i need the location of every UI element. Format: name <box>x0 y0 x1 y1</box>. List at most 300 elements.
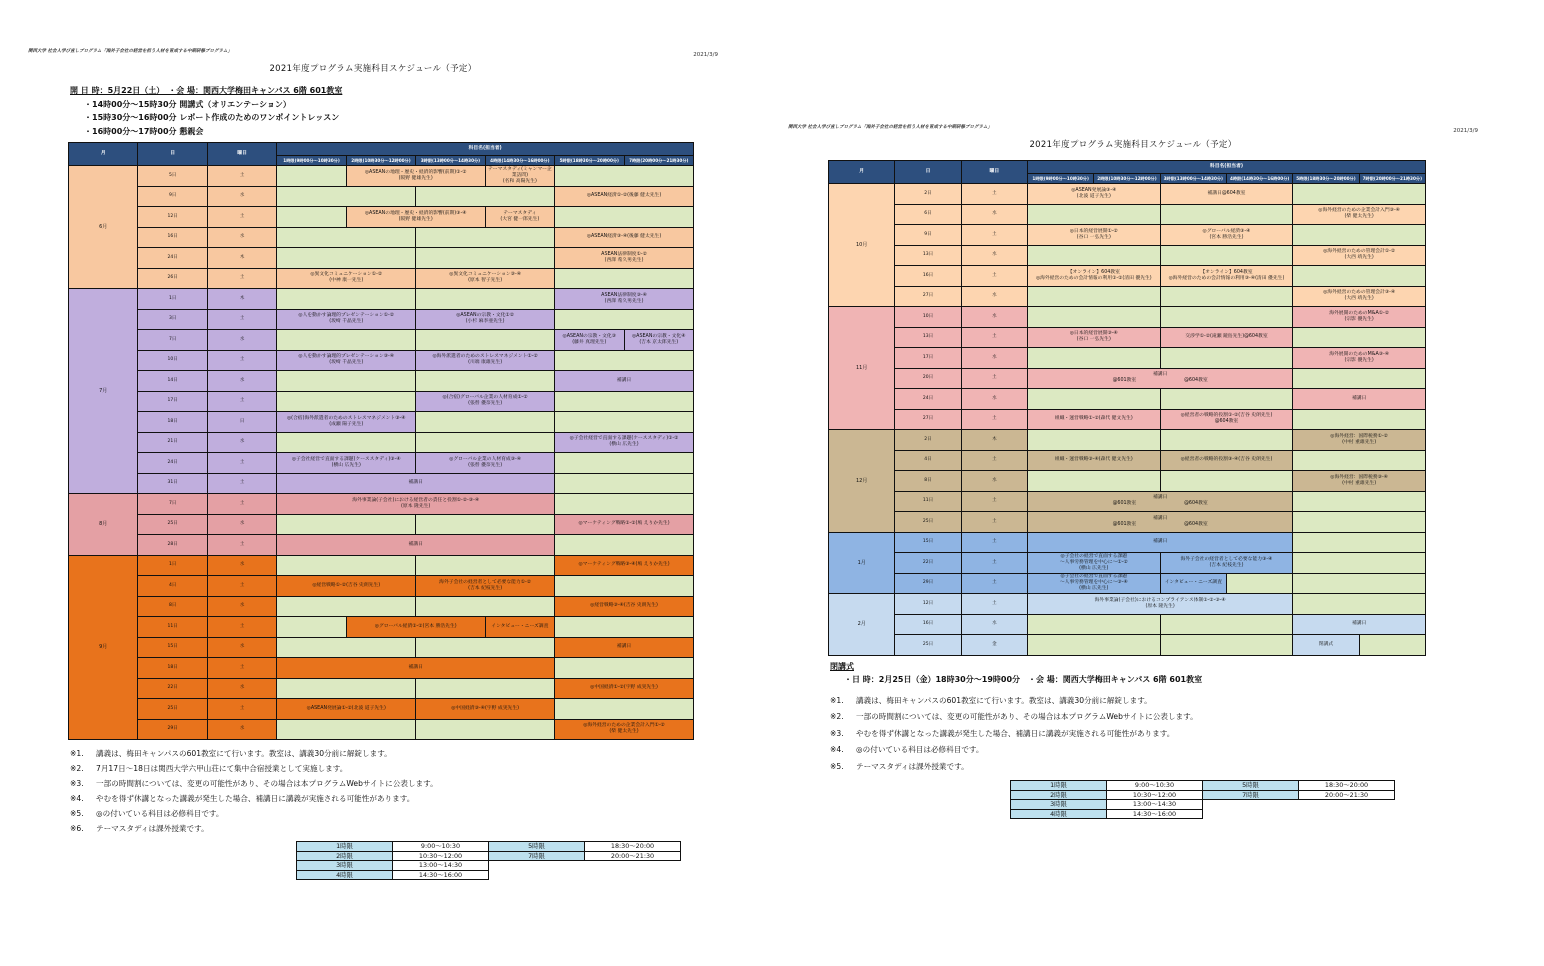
empty-cell <box>555 494 694 515</box>
header-period: 2時限(10時30分～12時00分) <box>346 156 415 166</box>
day-cell: 9日 <box>138 186 207 207</box>
weekday-cell: 土 <box>207 453 276 474</box>
class-cell: ◎マーケティング戦略③-④(鳩 えりか先生) <box>555 555 694 576</box>
weekday-cell: 木 <box>207 289 276 310</box>
note-item <box>830 726 1478 743</box>
empty-cell <box>1027 635 1160 656</box>
schedule-table-1 <box>68 142 694 740</box>
class-cell: 閉講式 <box>1293 635 1359 656</box>
note-key: ※5. <box>830 761 844 771</box>
class-cell: 海外事業論(子会社)における経営者の責任と役割①-②-③-④ (原本 隆先生) <box>277 494 555 515</box>
weekday-cell: 日 <box>207 412 276 433</box>
period-cell: 13:00～14:30 <box>393 861 489 871</box>
table-row <box>829 450 1426 471</box>
note-key: ※4. <box>830 745 844 754</box>
day-cell: 13日 <box>895 327 961 348</box>
class-cell: ◎海外経営のための管理会計③-④ (大西 靖先生) <box>1293 286 1426 307</box>
table-row <box>69 576 694 597</box>
day-cell: 22日 <box>138 678 207 699</box>
class-cell: ◎人を動かす論理的プレゼンテーション①-② (坂崎 千晶先生) <box>277 309 416 330</box>
day-cell: 14日 <box>138 371 207 392</box>
note-key: ※6. <box>70 824 84 833</box>
day-cell: 10日 <box>138 350 207 371</box>
weekday-cell: 土 <box>207 166 276 187</box>
month-cell: 7月 <box>69 289 138 494</box>
class-cell: ◎ASEANの宗教・文化③ (藤井 真理先生) <box>555 330 624 351</box>
empty-cell <box>1160 471 1293 492</box>
weekday-cell: 土 <box>207 309 276 330</box>
note-key: ※1. <box>70 749 84 758</box>
empty-cell <box>1027 204 1160 225</box>
table-row <box>829 553 1426 574</box>
day-cell: 26日 <box>138 268 207 289</box>
class-cell: ◎ASEAN経済①-②(後藤 健太先生) <box>555 186 694 207</box>
empty-cell <box>277 555 416 576</box>
closing-info <box>830 660 1478 687</box>
class-cell: 補講日 @601教室 @604教室 <box>1027 368 1292 389</box>
day-cell: 17日 <box>895 348 961 369</box>
header-subjects: 科目名(担当者) <box>277 143 694 156</box>
weekday-cell: 土 <box>961 266 1027 287</box>
note-text: ◎の付いている科目は必修科目です。 <box>96 809 224 818</box>
empty-cell <box>1293 184 1426 205</box>
day-cell: 12日 <box>138 207 207 228</box>
empty-cell <box>555 576 694 597</box>
empty-cell <box>277 596 416 617</box>
class-cell: インタビュー・ニーズ調査 <box>1160 573 1226 594</box>
empty-cell <box>555 391 694 412</box>
day-cell: 1日 <box>138 555 207 576</box>
empty-cell <box>555 699 694 720</box>
table-row <box>829 327 1426 348</box>
header-period: 4時限(14時30分～16時00分) <box>485 156 554 166</box>
class-cell: ◎(合宿)グローバル企業の人材育成①-② (張替 優奈先生) <box>416 391 555 412</box>
weekday-cell: 水 <box>207 227 276 248</box>
class-cell: ◎ASEANの宗教・文化①② (小杉 麻李亜先生) <box>416 309 555 330</box>
class-cell: ◎日本的経営展開③-④ (谷口 一弘先生) <box>1027 327 1160 348</box>
notes-list <box>70 746 718 836</box>
header-period: 1時限(9時00分～10時30分) <box>1027 174 1093 184</box>
weekday-cell: 土 <box>961 225 1027 246</box>
empty-cell <box>277 166 346 187</box>
weekday-cell: 土 <box>207 350 276 371</box>
class-cell: ◎異文化コミュニケーション③-④ (原本 智子先生) <box>416 268 555 289</box>
empty-cell <box>1160 204 1293 225</box>
table-row <box>69 555 694 576</box>
class-cell: ◎ASEANの地理・歴史・経済的影響(前期)③-④ (阪野 健雄先生) <box>346 207 485 228</box>
schedule-page-2 <box>788 124 1478 824</box>
empty-cell <box>555 309 694 330</box>
class-cell: 組織・運営戦略③-④(森代 健文先生) <box>1027 450 1160 471</box>
empty-cell <box>1027 614 1160 635</box>
month-cell: 12月 <box>829 430 895 533</box>
empty-cell <box>416 637 555 658</box>
day-cell: 22日 <box>895 553 961 574</box>
class-cell: ◎子会社の経営で直面する課題 ～人事労務管理を中心に～①-② (横山 広先生) <box>1027 553 1160 574</box>
weekday-cell: 水 <box>961 348 1027 369</box>
day-cell: 28日 <box>138 535 207 556</box>
note-item <box>70 761 718 776</box>
class-cell: ◎経営者の戦略的役割③-④(吉谷 史朗先生) <box>1160 450 1293 471</box>
day-cell: 4日 <box>895 450 961 471</box>
day-cell: 18日 <box>138 658 207 679</box>
day-cell: 9日 <box>895 225 961 246</box>
weekday-cell: 水 <box>207 596 276 617</box>
period-cell: 14:30～16:00 <box>1107 809 1203 819</box>
day-cell: 12日 <box>895 594 961 615</box>
page-title: 2021年度プログラム実施科目スケジュール（予定） <box>1029 140 1237 150</box>
weekday-cell: 土 <box>207 207 276 228</box>
period-cell: 9:00～10:30 <box>393 842 489 852</box>
empty-cell <box>555 617 694 638</box>
empty-cell <box>555 350 694 371</box>
class-cell: ◎グローバル経済①-②(宮本 勝浩先生) <box>346 617 485 638</box>
day-cell: 24日 <box>138 248 207 269</box>
table-row <box>829 471 1426 492</box>
opening-item: ・14時00分～15時30分 開講式（オリエンテーション） <box>84 99 291 109</box>
class-cell: 補講日 <box>277 535 555 556</box>
table-row <box>69 350 694 371</box>
class-cell: 補講日 <box>277 473 555 494</box>
weekday-cell: 土 <box>961 594 1027 615</box>
day-cell: 18日 <box>138 412 207 433</box>
period-cell: 4時限 <box>297 870 393 880</box>
table-row <box>829 430 1426 451</box>
table-row <box>69 166 694 187</box>
empty-cell <box>277 719 416 740</box>
empty-cell <box>1293 409 1426 430</box>
program-note: 関西大学 社会人学び直しプログラム「海外子会社の経営を担う人材を育成する中期研修プログラム」 <box>788 125 992 130</box>
note-item <box>830 693 1478 710</box>
class-cell: 補講日 <box>1293 389 1426 410</box>
closing-line: ・日 時：2月25日（金）18時30分～19時00分 ・会 場：関西大学梅田キャンパス 6階 601教室 <box>844 675 1203 684</box>
table-row <box>829 348 1426 369</box>
class-cell: ◎海外経営のための企業会計入門①-② (柴 健太先生) <box>555 719 694 740</box>
weekday-cell: 土 <box>961 368 1027 389</box>
class-cell: 補講日@604教室 <box>1160 184 1293 205</box>
weekday-cell: 土 <box>207 535 276 556</box>
weekday-cell: 土 <box>961 409 1027 430</box>
empty-cell <box>1027 245 1160 266</box>
class-cell: 海外子会社の経営者として必要な能力③-④ (吉本 紀枝先生) <box>1160 553 1293 574</box>
empty-cell <box>1293 327 1426 348</box>
weekday-cell: 水 <box>961 389 1027 410</box>
empty-cell <box>1027 286 1160 307</box>
empty-cell <box>1293 553 1426 574</box>
header-period: 4時限(14時30分～16時00分) <box>1226 174 1292 184</box>
empty-cell <box>277 186 416 207</box>
header-period: 7時限(20時00分～21時30分) <box>624 156 694 166</box>
class-cell: 【オンライン】604教室 ◎海外経営のための会計情報の利用①-②(清田 優先生) <box>1027 266 1160 287</box>
empty-cell <box>555 166 694 187</box>
empty-cell <box>1293 450 1426 471</box>
class-cell: 組織・運営戦略①-②(森代 健文先生) <box>1027 409 1160 430</box>
table-row <box>829 594 1426 615</box>
class-cell: 補講日 @601教室 @604教室 <box>1027 491 1292 512</box>
class-cell: ASEAN法律制度③-④ (西澤 希久男先生) <box>555 289 694 310</box>
weekday-cell: 土 <box>961 450 1027 471</box>
class-cell: ◎子会社経営で直面する課題(ケーススタディ)①-② (横山 広先生) <box>555 432 694 453</box>
day-cell: 29日 <box>138 719 207 740</box>
header-period: 7時限(20時00分～21時30分) <box>1359 174 1425 184</box>
month-cell: 2月 <box>829 594 895 656</box>
empty-cell <box>277 617 346 638</box>
note-key: ※2. <box>830 712 844 721</box>
table-row <box>69 432 694 453</box>
table-row <box>829 204 1426 225</box>
weekday-cell: 土 <box>961 553 1027 574</box>
class-cell: ◎マーケティング戦略①-②(鳩 えりか先生) <box>555 514 694 535</box>
note-key: ※1. <box>830 695 844 705</box>
note-key: ※5. <box>70 809 84 818</box>
header-period: 2時限(10時30分～12時00分) <box>1094 174 1160 184</box>
empty-cell <box>416 289 555 310</box>
empty-cell <box>1160 389 1293 410</box>
empty-cell <box>1160 348 1293 369</box>
weekday-cell: 木 <box>207 248 276 269</box>
day-cell: 2日 <box>895 430 961 451</box>
day-cell: 1日 <box>138 289 207 310</box>
empty-cell <box>416 678 555 699</box>
class-cell: 補講日 <box>555 371 694 392</box>
table-row <box>69 371 694 392</box>
weekday-cell: 水 <box>207 432 276 453</box>
empty-cell <box>1027 430 1160 451</box>
period-cell: 20:00～21:30 <box>585 851 681 861</box>
empty-cell <box>277 371 416 392</box>
empty-cell <box>277 637 416 658</box>
table-row <box>829 532 1426 553</box>
period-cell: 2時限 <box>297 851 393 861</box>
weekday-cell: 土 <box>207 494 276 515</box>
note-item <box>70 776 718 791</box>
weekday-cell: 水 <box>207 514 276 535</box>
empty-cell <box>1293 573 1426 594</box>
weekday-cell: 水 <box>207 371 276 392</box>
table-row <box>69 617 694 638</box>
class-cell: ◎ASEAN発展論③-④ (北波 道子先生) <box>1027 184 1160 205</box>
period-cell: 7時限 <box>489 851 585 861</box>
program-note: 関西大学 社会人学び直しプログラム「海外子会社の経営を担う人材を育成する中期研修プログラム」 <box>28 49 232 54</box>
class-cell: ◎中国経済①-②(宇野 成実先生) <box>555 678 694 699</box>
header-subjects: 科目名(担当者) <box>1027 161 1425 174</box>
class-cell: ◎子会社の経営で直面する課題 ～人事労務管理を中心に～③-④ (横山 広先生) <box>1027 573 1160 594</box>
day-cell: 17日 <box>138 391 207 412</box>
class-cell: インタビュー・ニーズ調査 <box>485 617 554 638</box>
empty-cell <box>1160 635 1293 656</box>
period-cell: 18:30～20:00 <box>1299 781 1395 791</box>
note-key: ※3. <box>830 728 844 738</box>
period-cell: 10:30～12:00 <box>1107 790 1203 800</box>
class-cell: 海外事業論(子会社)におけるコンプライアンス体制①-②-③-④ (原本 隆先生) <box>1027 594 1292 615</box>
notes-list <box>830 693 1478 776</box>
period-cell: 5時限 <box>489 842 585 852</box>
class-cell: ◎海外派遣者のためのストレスマネジメント①-② (川端 康雄先生) <box>416 350 555 371</box>
closing-title: 閉講式 <box>830 661 854 671</box>
class-cell: ◎経営者の戦略的役割①-②(吉谷 史朗先生) @604教室 <box>1160 409 1293 430</box>
schedule-page-1 <box>28 48 718 958</box>
empty-cell <box>277 207 346 228</box>
empty-cell <box>416 596 555 617</box>
period-cell: 5時限 <box>1203 781 1299 791</box>
class-cell: 【オンライン】604教室 ◎海外経営のための会計情報の利用③-④(清田 優先生) <box>1160 266 1293 287</box>
class-cell: ◎ASEANの地理・歴史・経済的影響(前期)①-② (阪野 健雄先生) <box>346 166 485 187</box>
weekday-cell: 水 <box>961 307 1027 328</box>
header-period: 1時限(9時00分～10時30分) <box>277 156 346 166</box>
weekday-cell: 水 <box>961 204 1027 225</box>
class-cell: ◎経営戦略①-②(吉谷 史朗先生) <box>277 576 416 597</box>
empty-cell <box>277 432 416 453</box>
period-cell: 1時限 <box>297 842 393 852</box>
empty-cell <box>277 248 416 269</box>
period-cell: 3時限 <box>297 861 393 871</box>
weekday-cell: 水 <box>961 286 1027 307</box>
class-cell: ASEAN法律制度①-② (西澤 希久男先生) <box>555 248 694 269</box>
class-cell: ◎人を動かす論理的プレゼンテーション③-④ (坂崎 千晶先生) <box>277 350 416 371</box>
empty-cell <box>1160 245 1293 266</box>
table-row <box>829 245 1426 266</box>
weekday-cell: 水 <box>207 678 276 699</box>
note-text: やむを得ず休講となった講義が発生した場合、補講日に講義が実施される可能性があります。 <box>96 794 415 803</box>
note-key: ※3. <box>70 779 84 788</box>
weekday-cell: 土 <box>961 532 1027 553</box>
empty-cell <box>416 555 555 576</box>
day-cell: 31日 <box>138 473 207 494</box>
empty-cell <box>416 412 555 433</box>
weekday-cell: 土 <box>207 268 276 289</box>
month-cell: 9月 <box>69 555 138 740</box>
table-row <box>829 409 1426 430</box>
empty-cell <box>1160 286 1293 307</box>
period-cell: 20:00～21:30 <box>1299 790 1395 800</box>
day-cell: 25日 <box>138 514 207 535</box>
table-row <box>829 573 1426 594</box>
period-cell: 2時限 <box>1011 790 1107 800</box>
note-text: 講義は、梅田キャンパスの601教室にて行います。教室は、講義30分前に解錠します。 <box>96 749 392 758</box>
weekday-cell: 水 <box>207 330 276 351</box>
empty-cell <box>1293 532 1426 553</box>
class-cell: 補講日 <box>277 658 555 679</box>
period-cell: 7時限 <box>1203 790 1299 800</box>
empty-cell <box>1226 573 1292 594</box>
period-cell: 4時限 <box>1011 809 1107 819</box>
period-cell: 18:30～20:00 <box>585 842 681 852</box>
note-item <box>70 821 718 836</box>
opening-date-line: 開 日 時：5月22日（土） ・会 場：関西大学梅田キャンパス 6階 601教室 <box>70 86 343 95</box>
class-cell: 海外展開のためのM&A③-④ (宗影 優先生) <box>1293 348 1426 369</box>
empty-cell <box>416 186 555 207</box>
class-cell: 補講日 <box>1027 532 1292 553</box>
table-row <box>829 225 1426 246</box>
header-month: 月 <box>829 161 895 184</box>
day-cell: 8日 <box>895 471 961 492</box>
note-text: 講義は、梅田キャンパスの601教室にて行います。教室は、講義30分前に解錠します。 <box>856 695 1152 705</box>
period-cell: 14:30～16:00 <box>393 870 489 880</box>
class-cell: ◎グローバル経済③-④ (宮本 勝浩先生) <box>1160 225 1293 246</box>
empty-cell <box>416 330 555 351</box>
empty-cell <box>555 268 694 289</box>
weekday-cell: 水 <box>207 719 276 740</box>
empty-cell <box>416 719 555 740</box>
empty-cell <box>277 391 416 412</box>
day-cell: 13日 <box>895 245 961 266</box>
weekday-cell: 土 <box>207 617 276 638</box>
day-cell: 7日 <box>138 494 207 515</box>
header-day: 日 <box>138 143 207 166</box>
opening-info <box>70 84 718 138</box>
empty-cell <box>1027 307 1160 328</box>
class-cell: ◎日本的経営展開①-② (谷口 一弘先生) <box>1027 225 1160 246</box>
table-row <box>69 473 694 494</box>
header-period: 5時限(18時30分～20時00分) <box>555 156 624 166</box>
header-weekday: 曜日 <box>961 161 1027 184</box>
month-cell: 1月 <box>829 532 895 594</box>
period-cell: 9:00～10:30 <box>1107 781 1203 791</box>
table-row <box>829 184 1426 205</box>
header-period: 5時限(18時30分～20時00分) <box>1293 174 1359 184</box>
weekday-cell: 土 <box>961 573 1027 594</box>
document-date: 2021/3/9 <box>693 52 718 58</box>
empty-cell <box>1359 635 1425 656</box>
note-item <box>830 759 1478 776</box>
day-cell: 8日 <box>138 596 207 617</box>
weekday-cell: 金 <box>961 635 1027 656</box>
note-text: 一部の時間割については、変更の可能性があり、その場合は本プログラムWebサイトに公表します。 <box>96 779 438 788</box>
month-cell: 11月 <box>829 307 895 430</box>
empty-cell <box>1027 389 1160 410</box>
class-cell: ◎海外経営のための企業会計入門③-④ (柴 健太先生) <box>1293 204 1426 225</box>
empty-cell <box>1293 225 1426 246</box>
table-row <box>69 719 694 740</box>
weekday-cell: 土 <box>207 699 276 720</box>
table-row <box>829 614 1426 635</box>
class-cell: ◎経営戦略③-④(吉谷 史朗先生) <box>555 596 694 617</box>
table-row <box>829 286 1426 307</box>
day-cell: 16日 <box>895 614 961 635</box>
table-row <box>69 453 694 474</box>
day-cell: 27日 <box>895 409 961 430</box>
class-cell: ◎ASEANの宗教・文化④ (吉本 京太郎先生) <box>624 330 694 351</box>
weekday-cell: 土 <box>207 658 276 679</box>
weekday-cell: 土 <box>207 473 276 494</box>
note-item <box>70 791 718 806</box>
class-cell: 海外展開のためのM&A①-② (宗影 優先生) <box>1293 307 1426 328</box>
period-times-table <box>296 841 681 880</box>
day-cell: 4日 <box>138 576 207 597</box>
table-row <box>69 268 694 289</box>
note-text: テーマスタディは課外授業です。 <box>96 824 209 833</box>
day-cell: 7日 <box>138 330 207 351</box>
period-cell: 10:30～12:00 <box>393 851 489 861</box>
class-cell: ◎グローバル企業の人材育成③-④ (張替 優奈先生) <box>416 453 555 474</box>
table-row <box>69 596 694 617</box>
empty-cell <box>277 289 416 310</box>
empty-cell <box>277 514 416 535</box>
class-cell: テーマスタディ(ミャンマー企業訪問) (名和 高陽先生) <box>485 166 554 187</box>
day-cell: 15日 <box>138 637 207 658</box>
empty-cell <box>1293 368 1426 389</box>
day-cell: 3日 <box>138 309 207 330</box>
day-cell: 10日 <box>895 307 961 328</box>
class-cell: ◎中国経済③-④(宇野 成実先生) <box>416 699 555 720</box>
class-cell: テーマスタディ (大宮 健一郎先生) <box>485 207 554 228</box>
note-key: ※4. <box>70 794 84 803</box>
period-cell: 13:00～14:30 <box>1107 800 1203 810</box>
class-cell: 補講日 <box>1293 614 1426 635</box>
table-row <box>829 368 1426 389</box>
empty-cell <box>555 658 694 679</box>
weekday-cell: 水 <box>961 245 1027 266</box>
